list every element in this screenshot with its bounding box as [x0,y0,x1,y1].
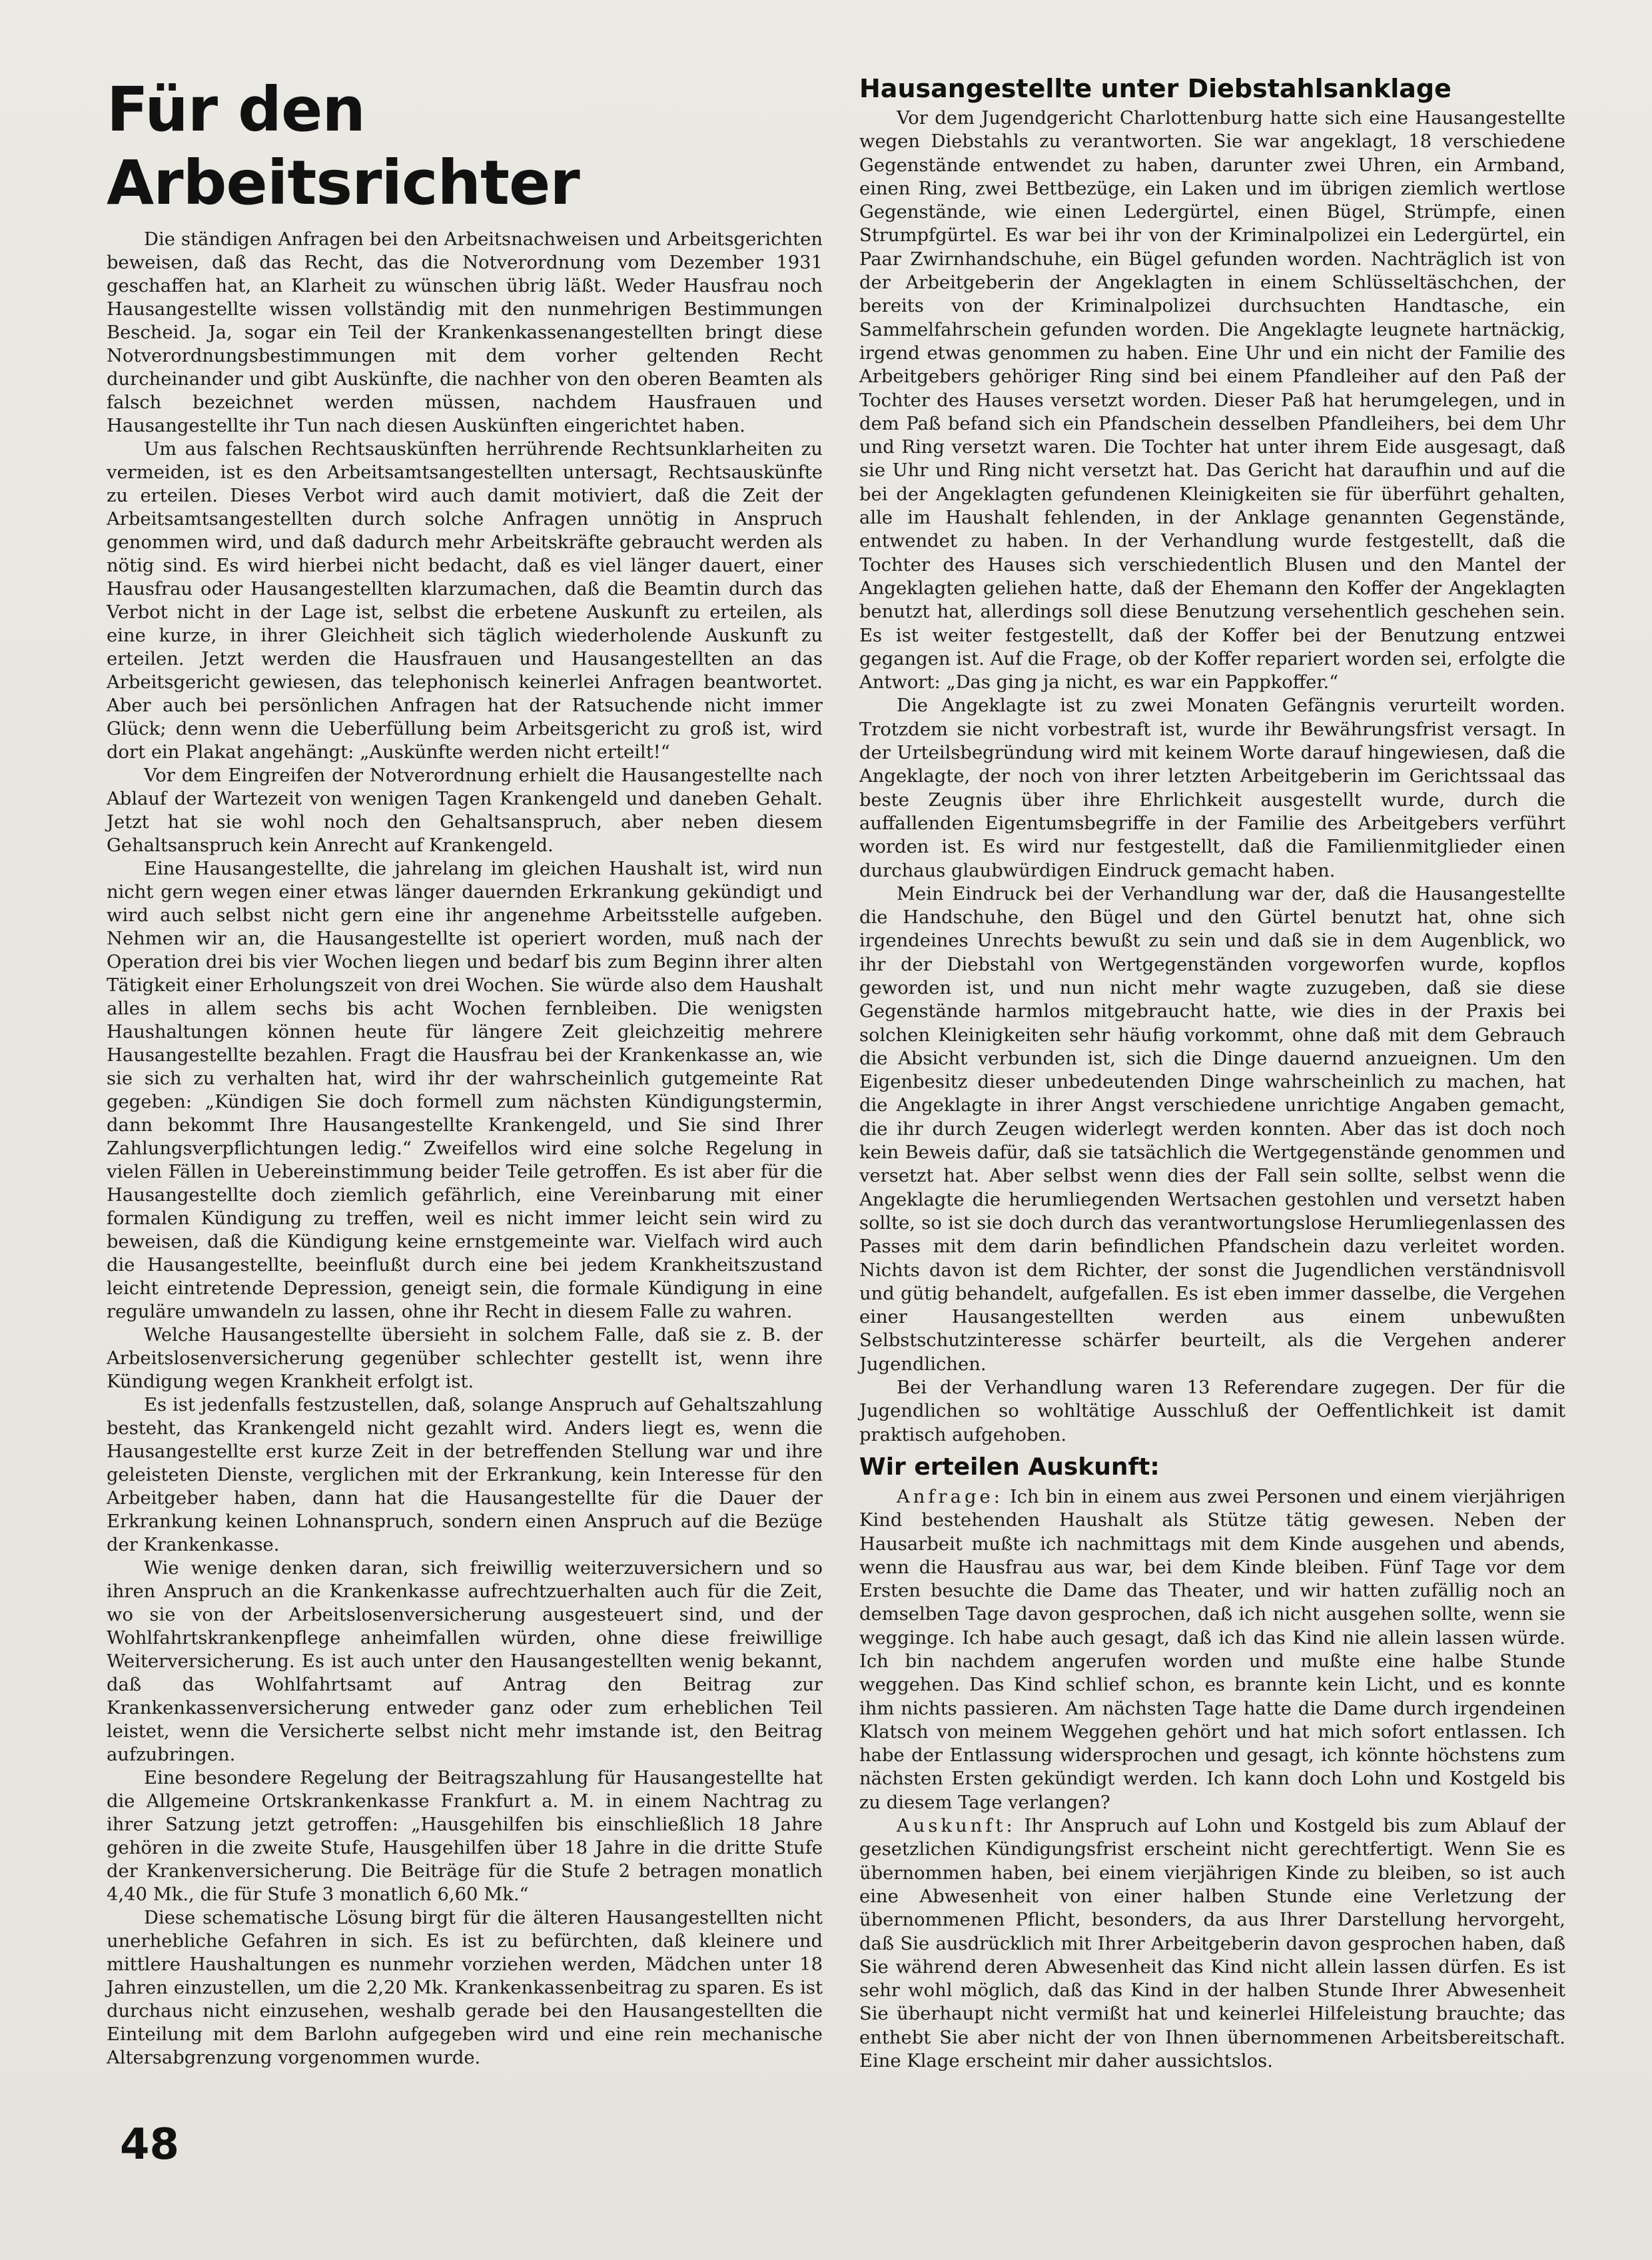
paragraph: Eine Hausangestellte, die jahrelang im gleichen Haushalt ist, wird nun nicht gern wegen einer etwas länger dauernden Erkrankung gekündigt und wird auch selbst nicht gern eine ihr angenehme Arbeitsstelle aufgeben. Nehmen wir an, die Hausangestellte ist operiert worden, muß nach der Operation drei bis vier Wochen liegen und bedarf bis zum Beginn ihrer alten Tätigkeit einer Erholungszeit von drei Wochen. Sie würde also dem Haushalt alles in allem sechs bis acht Wochen fernbleiben. Die wenigsten Haushaltungen können heute für längere Zeit gleichzeitig mehrere Hausangestellte bezahlen. Fragt die Hausfrau bei der Krankenkasse an, wie sie sich zu verhalten hat, wird ihr der wahrscheinlich gutgemeinte Rat gegeben: „Kündigen Sie doch formell zum nächsten Kündigungstermin, dann bekommt Ihre Hausangestellte Krankengeld, und Sie sind Ihrer Zahlungsverpflichtungen ledig.“ Zweifellos wird eine solche Regelung in vielen Fällen in Uebereinstimmung beider Teile getroffen. Es ist aber für die Hausangestellte doch ziemlich gefährlich, eine Vereinbarung mit einer formalen Kündigung zu treffen, weil es nicht immer leicht sein wird zu beweisen, daß die Kündigung keine ernstgemeinte war. Vielfach wird auch die Hausangestellte, beeinflußt durch eine bei jedem Krankheitszustand leicht eintretende Depression, geneigt sein, die formale Kündigung in eine reguläre umwandeln zu lassen, ohne ihr Recht in diesem Falle zu wahren. [107,859,823,1322]
qa-question [859,1485,1565,1814]
qa-text: Ihr Anspruch auf Lohn und Kostgeld bis zum Ablauf der gesetzlichen Kündigungsfrist erscheint nicht gerechtfertigt. Wenn Sie es übernommen haben, bei einem vierjährigen Kinde zu bleiben, so ist auch eine Abwesenheit von einer halben Stunde eine Verletzung der übernommenen Pflicht, besonders, da aus Ihrer Darstellung hervorgeht, daß Sie ausdrücklich mit Ihrer Arbeitgeberin davon gesprochen haben, daß Sie während deren Abwesenheit das Kind nicht allein lassen dürfen. Es ist sehr wohl möglich, daß das Kind in der halben Stunde Ihrer Abwesenheit Sie überhaupt nicht vermißt hat und keinerlei Hilfeleistung brauchte; das enthebt Sie aber nicht der von Ihnen übernommenen Arbeitsbereitschaft. Eine Klage erscheint mir daher aussichtslos. [859,1816,1565,2072]
paragraph: Diese schematische Lösung birgt für die älteren Hausangestellten nicht unerhebliche Gefahren in sich. Es ist zu befürchten, daß kleinere und mittlere Haushaltungen es nunmehr vorziehen werden, Mädchen unter 18 Jahren einzustellen, um die 2,20 Mk. Krankenkassenbeitrag zu sparen. Es ist durchaus nicht einzusehen, weshalb gerade bei den Hausangestellten die Einteilung mit dem Barlohn aufgegeben wird und eine rein mechanische Altersabgrenzung vorgenommen wurde. [107,1908,823,2068]
paragraph: Vor dem Eingreifen der Notverordnung erhielt die Hausangestellte nach Ablauf der Wartezeit von wenigen Tagen Krankengeld und daneben Gehalt. Jetzt hat sie wohl noch den Gehaltsanspruch, aber neben diesem Gehaltsanspruch kein Anrecht auf Krankengeld. [107,765,823,856]
paragraph: Mein Eindruck bei der Verhandlung war der, daß die Hausangestellte die Handschuhe, den Bügel und den Gürtel benutzt hat, ohne sich irgendeines Unrechts bewußt zu sein und daß sie in dem Augenblick, wo ihr der Diebstahl von Wertgegenständen vorgeworfen wurde, kopflos geworden ist, und nun nicht mehr wagte zuzugeben, daß sie diese Gegenstände harmlos mitgebraucht hatte, wie dies in der Praxis bei solchen Kleinigkeiten sehr häufig vorkommt, ohne daß mit dem Gebrauch die Absicht verbunden ist, sich die Dinge dauernd anzueignen. Um den Eigenbesitz dieser unbedeutenden Dinge wahrscheinlich zu machen, hat die Angeklagte in ihrer Angst verschiedene unrichtige Angaben gemacht, die ihr durch Zeugen widerlegt werden konnten. Aber das ist doch noch kein Beweis dafür, daß sie tatsächlich die Wertgegenstände genommen und versetzt hat. Aber selbst wenn dies der Fall sein sollte, selbst wenn die Angeklagte die herumliegenden Wertsachen gestohlen und versetzt haben sollte, so ist sie doch durch das verantwortungslose Herumliegenlassen des Passes mit dem darin befindlichen Pfandschein dazu verleitet worden. Nichts davon ist dem Richter, der sonst die Jugendlichen verständnisvoll und gütig behandelt, aufgefallen. Es ist eben immer dasselbe, die Vergehen einer Hausangestellten werden aus einem unbewußten Selbstschutzinteresse schärfer beurteilt, als die Vergehen anderer Jugendlichen. [859,883,1565,1375]
left-column [107,73,823,2070]
paragraph: Um aus falschen Rechtsauskünften herrührende Rechtsunklarheiten zu vermeiden, ist es den Arbeitsamtsangestellten untersagt, Rechtsauskünfte zu erteilen. Dieses Verbot wird auch damit motiviert, daß die Zeit der Arbeitsamtsangestellten durch solche Anfragen unnötig in Anspruch genommen wird, und daß dadurch mehr Arbeitskräfte gebraucht werden als nötig sind. Es wird hierbei nicht bedacht, daß es viel länger dauert, einer Hausfrau oder Hausangestellten klarzumachen, daß die Beamtin durch das Verbot nicht in der Lage ist, selbst die erbetene Auskunft zu erteilen, als eine kurze, in ihrer Gleichheit sich täglich wiederholende Auskunft zu erteilen. Jetzt werden die Hausfrauen und Hausangestellten an das Arbeitsgericht gewiesen, das telephonisch keinerlei Anfragen beantwortet. Aber auch bei persönlichen Anfragen hat der Ratsuchende nicht immer Glück; denn wenn die Ueberfüllung beim Arbeitsgericht zu groß ist, wird dort ein Plakat angehängt: „Auskünfte werden nicht erteilt!“ [107,439,823,763]
qa-label: Anfrage: [897,1486,1003,1507]
section-subtitle: Wir erteilen Auskunft: [859,1453,1160,1481]
right-column [859,73,1565,2073]
paragraph: Wie wenige denken daran, sich freiwillig weiterzuversichern und so ihren Anspruch an die Krankenkasse aufrechtzuerhalten auch für die Zeit, wo sie von der Arbeitslosenversicherung ausgesteuert sind, und der Wohlfahrtskrankenpflege anheimfallen würden, ohne diese freiwillige Weiterversicherung. Es ist auch unter den Hausangestellten wenig bekannt, daß das Wohlfahrtsamt auf Antrag den Beitrag zur Krankenkassenversicherung entweder ganz oder zum erheblichen Teil leistet, wenn die Versicherte selbst nicht mehr imstande ist, den Beitrag aufzubringen. [107,1558,823,1765]
paragraph: Vor dem Jugendgericht Charlottenburg hatte sich eine Hausangestellte wegen Diebstahls zu verantworten. Sie war angeklagt, 18 verschiedene Gegenstände entwendet zu haben, darunter zwei Uhren, ein Armband, einen Ring, zwei Bettbezüge, ein Laken und im übrigen ziemlich wertlose Gegenstände, wie einen Ledergürtel, einen Bügel, Strümpfe, einen Strumpfgürtel. Es war bei ihr von der Kriminalpolizei ein Ledergürtel, ein Paar Zwirnhandschuhe, ein Bügel gefunden worden. Nachträglich ist von der Arbeitgeberin der Angeklagten in einem Schlüsseltäschchen, der bereits von der Kriminalpolizei durchsuchten Handtasche, ein Sammelfahrschein gefunden worden. Die Angeklagte leugnete hartnäckig, irgend etwas genommen zu haben. Eine Uhr und ein nicht der Familie des Arbeitgebers gehöriger Ring sind bei einem Pfandleiher auf den Paß der Tochter des Hauses versetzt worden. Dieser Paß hat herumgelegen, und in dem Paß befand sich ein Pfandschein desselben Pfandleihers, bei dem Uhr und Ring versetzt waren. Die Tochter hat unter ihrem Eide ausgesagt, daß sie Uhr und Ring nicht versetzt hat. Das Gericht hat daraufhin und auf die bei der Angeklagten gefundenen Kleinigkeiten sie für überführt gehalten, alle im Haushalt fehlenden, in der Anklage genannten Gegenstände, entwendet zu haben. In der Verhandlung wurde festgestellt, daß die Tochter des Hauses sich verschiedentlich Blusen und den Mantel der Angeklagten geliehen hatte, daß der Ehemann den Koffer der Angeklagten benutzt hat, allerdings soll diese Benutzung versehentlich geschehen sein. Es ist weiter festgestellt, daß der Koffer bei der Benutzung entzwei gegangen ist. Auf die Frage, ob der Koffer repariert worden sei, erfolgte die Antwort: „Das ging ja nicht, es war ein Pappkoffer.“ [859,108,1565,693]
qa-answer [859,1814,1565,2073]
paragraph: Es ist jedenfalls festzustellen, daß, solange Anspruch auf Gehaltszahlung besteht, das Krankengeld nicht gezahlt wird. Anders liegt es, wenn die Hausangestellte erst kurze Zeit in der betreffenden Stellung war und ihre geleisteten Dienste, verglichen mit der Erkrankung, kein Interesse für den Arbeitgeber haben, dann hat die Hausangestellte für die Dauer der Erkrankung keinen Lohnanspruch, sondern einen Anspruch auf die Bezüge der Krankenkasse. [107,1395,823,1555]
qa-text: Ich bin in einem aus zwei Personen und einem vierjährigen Kind bestehenden Haushalt als Stütze tätig gewesen. Neben der Hausarbeit mußte ich nachmittags mit dem Kinde ausgehen und abends, wenn die Hausfrau aus war, bei dem Kinde bleiben. Fünf Tage vor dem Ersten besuchte die Dame das Theater, und wir hatten zufällig noch an demselben Tage davon gesprochen, daß ich nicht ausgehen sollte, wenn sie wegginge. Ich habe auch gesagt, daß ich das Kind nie allein lassen würde. Ich bin nachdem angerufen worden und mußte eine halbe Stunde weggehen. Das Kind schlief schon, es brannte kein Licht, und es konnte ihm nichts passieren. Am nächsten Tage hatte die Dame durch irgendeinen Klatsch von meinem Weggehen gehört und hat mich sofort entlassen. Ich habe der Entlassung widersprochen und gesagt, ich könnte höchstens zum nächsten Ersten gekündigt werden. Ich kann doch Lohn und Kostgeld bis zu diesem Tage verlangen? [859,1486,1565,1813]
qa-label: Auskunft: [897,1816,1016,1837]
paragraph: Eine besondere Regelung der Beitragszahlung für Hausangestellte hat die Allgemeine Ortskrankenkasse Frankfurt a. M. in einem Nachtrag zu ihrer Satzung jetzt getroffen: „Hausgehilfen bis einschließlich 18 Jahre gehören in die zweite Stufe, Hausgehilfen über 18 Jahre in die dritte Stufe der Krankenversicherung. Die Beiträge für die Stufe 2 betragen monatlich 4,40 Mk., die für Stufe 3 monatlich 6,60 Mk.“ [107,1768,823,1905]
paragraph: Die ständigen Anfragen bei den Arbeitsnachweisen und Arbeitsgerichten beweisen, daß das Recht, das die Notverordnung vom Dezember 1931 geschaffen hat, an Klarheit zu wünschen übrig läßt. Weder Hausfrau noch Hausangestellte wissen vollständig mit den nunmehrigen Bestimmungen Bescheid. Ja, sogar ein Teil der Krankenkassenangestellten bringt diese Notverordnungsbestimmungen mit dem vorher geltenden Recht durcheinander und gibt Auskünfte, die nachher von den oberen Beamten als falsch bezeichnet werden müssen, nachdem Hausfrauen und Hausangestellte ihr Tun nach diesen Auskünften eingerichtet haben. [107,229,823,436]
page-number: 48 [120,2120,180,2169]
paragraph: Die Angeklagte ist zu zwei Monaten Gefängnis verurteilt worden. Trotzdem sie nicht vorbestraft ist, wurde ihr Bewährungsfrist versagt. In der Urteilsbegründung wird mit keinem Worte darauf hingewiesen, daß die Angeklagte, der noch von ihrer letzten Arbeitgeberin im Gerichtssaal das beste Zeugnis über ihre Ehrlichkeit ausgestellt wurde, durch die auffallenden Eigentumsbegriffe in der Familie des Arbeitgebers verführt worden ist. Es wird nur festgestellt, daß die Familienmitglieder einen durchaus glaubwürdigen Eindruck gemacht haben. [859,695,1565,881]
section-title: Hausangestellte unter Diebstahlsanklage [859,74,1451,103]
paragraph: Bei der Verhandlung waren 13 Referendare zugegen. Der für die Jugendlichen so wohltätige Ausschluß der Oeffentlichkeit ist damit praktisch aufgehoben. [859,1377,1565,1445]
article-title: Für den Arbeitsrichter [107,74,580,218]
paragraph: Welche Hausangestellte übersieht in solchem Falle, daß sie z. B. der Arbeitslosenversicherung gegenüber schlechter gestellt ist, wenn ihre Kündigung wegen Krankheit erfolgt ist. [107,1325,823,1392]
